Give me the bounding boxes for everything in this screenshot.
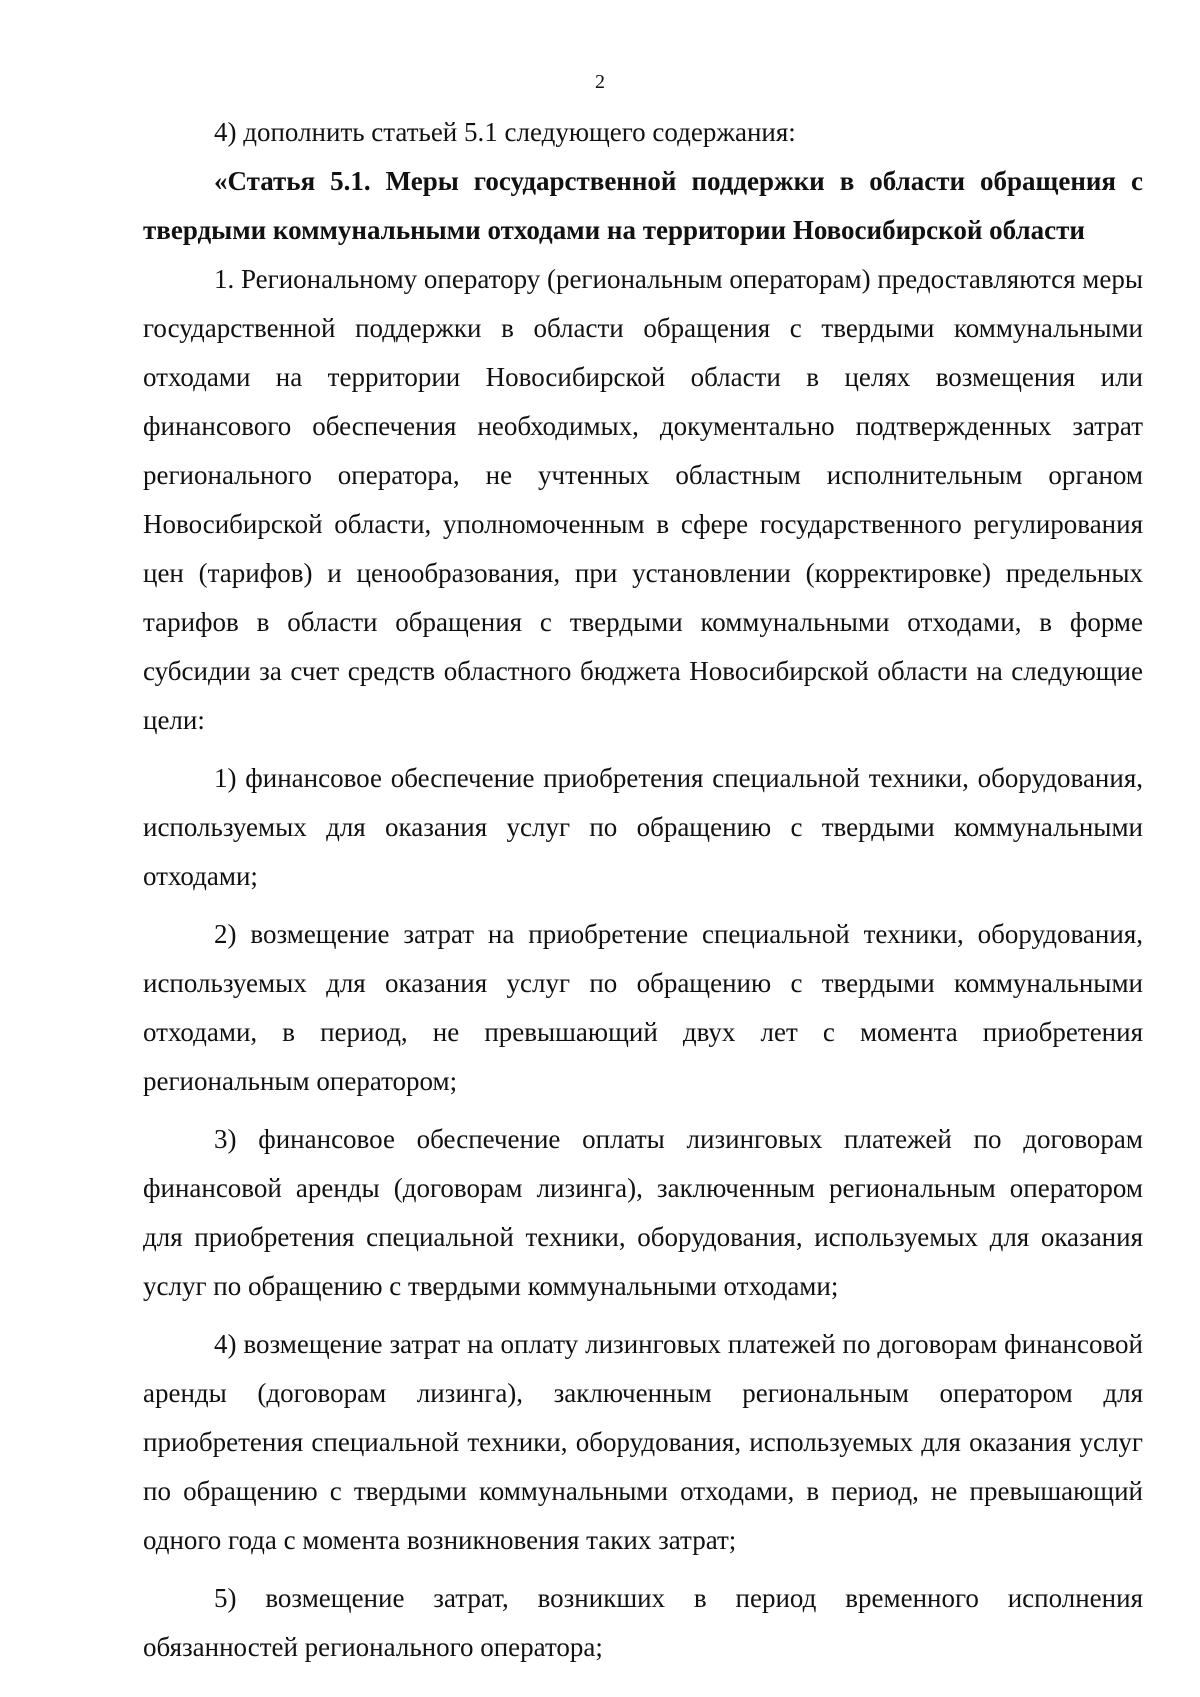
item-2-paragraph: 2) возмещение затрат на приобретение специальной техники, оборудования, используемых для оказания услуг по обращению с твердыми коммунальными отходами, в период, не превышающий двух лет с момента приобретения региональным оператором; <box>143 919 1143 1096</box>
item-5-paragraph: 5) возмещение затрат, возникших в период временного исполнения обязанностей регионального оператора; <box>143 1583 1143 1662</box>
article-heading: «Статья 5.1. Меры государственной поддержки в области обращения с твердыми коммунальными отходами на территории Новосибирской области <box>143 166 1143 245</box>
amendment-intro-paragraph: 4) дополнить статьей 5.1 следующего содержания: <box>214 117 796 147</box>
item-4-paragraph: 4) возмещение затрат на оплату лизинговых платежей по договорам финансовой аренды (договорам лизинга), заключенным региональным оператором для приобретения специальной техники, оборудования, используемых для оказания услуг по обращению с твердыми коммунальными отходами, в период, не превышающий одного года с момента возникновения таких затрат; <box>143 1329 1143 1555</box>
page-number: 2 <box>595 71 605 93</box>
document-body <box>143 108 1143 1672</box>
item-1-paragraph: 1) финансовое обеспечение приобретения специальной техники, оборудования, используемых для оказания услуг по обращению с твердыми коммунальными отходами; <box>143 763 1143 891</box>
item-3-paragraph: 3) финансовое обеспечение оплаты лизинговых платежей по договорам финансовой аренды (договорам лизинга), заключенным региональным оператором для приобретения специальной техники, оборудования, используемых для оказания услуг по обращению с твердыми коммунальными отходами; <box>143 1124 1143 1301</box>
clause-1-paragraph: 1. Региональному оператору (региональным операторам) предоставляются меры государственной поддержки в области обращения с твердыми коммунальными отходами на территории Новосибирской области в целях возмещения или финансового обеспечения необходимых, документально подтвержденных затрат регионального оператора, не учтенных областным исполнительным органом Новосибирской области, уполномоченным в сфере государственного регулирования цен (тарифов) и ценообразования, при установлении (корректировке) предельных тарифов в области обращения с твердыми коммунальными отходами, в форме субсидии за счет средств областного бюджета Новосибирской области на следующие цели: <box>143 264 1143 735</box>
